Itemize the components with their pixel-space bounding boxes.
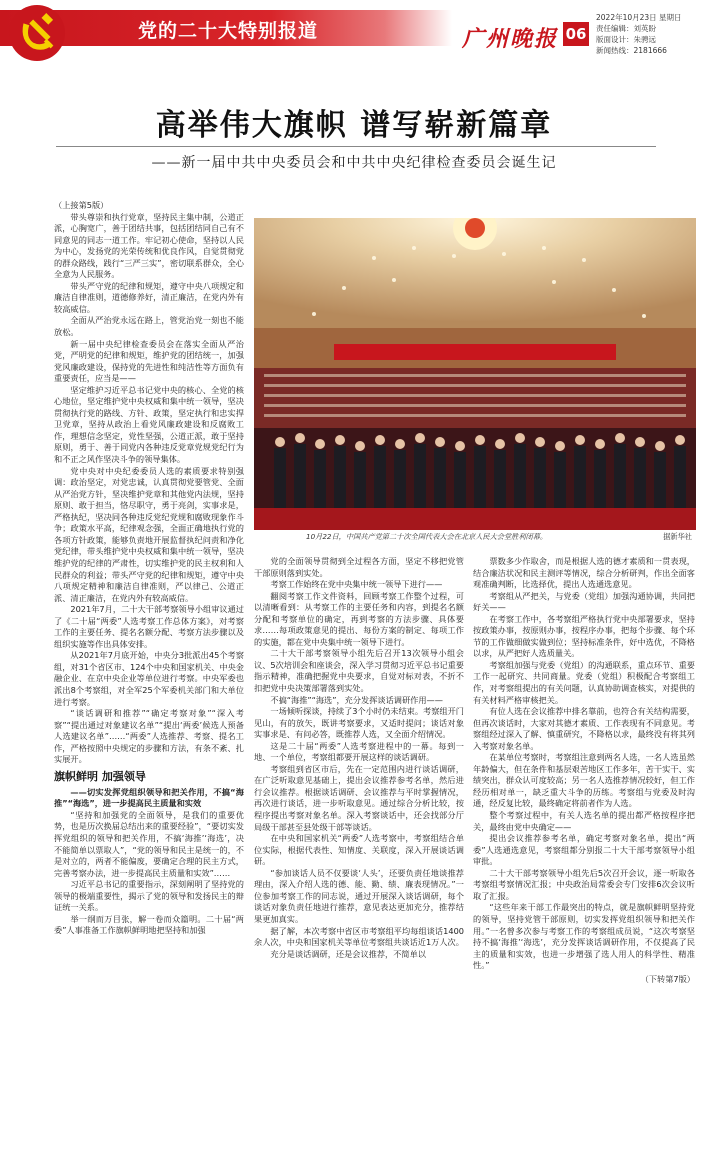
- paragraph: 二十大干部考察领导小组先后召开13次领导小组会议、5次培训会和座谈会，深入学习贯彻习近平总书记重要指示精神，准确把握党中央要求，自觉对标对表，不折不扣把党中央决策部署落到实处。: [254, 648, 464, 694]
- paragraph: 考察组从严把关，与党委（党组）加强沟通协调，共同把好关——: [473, 590, 695, 613]
- title-divider: [56, 146, 656, 147]
- paragraph: 带头尊崇和执行党章，坚持民主集中制，公道正派，心胸宽广，善于团结共事，包括团结同自己有不同意见的同志一道工作。牢记初心使命，坚持以人民为中心，发扬党的光荣传统和优良作风，自觉贯彻党的群众路线，践行“三严三实”，密切联系群众，全心全意为人民服务。: [54, 211, 244, 280]
- paragraph: 在考察工作中，各考察组严格执行党中央部署要求，坚持按政策办事，按原则办事，按程序办事，把每个步骤、每个环节的工作做细做实做到位；坚持标准条件，好中选优，不降格以求，从严把好人选质量关。: [473, 613, 695, 659]
- paragraph: 一场倾听探谈，持续了3个小时仍未结束。考察组开门见山，有的放矢，既讲考察要求，又适时提问；谈话对象实事求是、有问必答，既推荐人选，又全面介绍情况。: [254, 706, 464, 740]
- column-3: [473, 556, 695, 1158]
- paragraph: 提出会议推荐参考名单，确定考察对象名单，提出“两委”人选通选意见，考察组都分别报二十大干部考察领导小组审批。: [473, 833, 695, 867]
- newspaper-logo: 广州晚报: [462, 26, 559, 52]
- caption-text: 10月22日，中国共产党第二十次全国代表大会在北京人民大会堂胜利闭幕。: [306, 532, 548, 541]
- paragraph: 二十大干部考察领导小组先后5次召开会议，逐一听取各考察组考察情况汇报；中央政治局常委会专门安排6次会议听取了汇报。: [473, 867, 695, 901]
- paragraph: “坚持和加强党的全面领导，是我们的重要优势，也是历次换届总结出来的重要经验”，“要切实发挥党组织的领导和把关作用，不搞‘海推’‘海选’，决不能简单以票取人”，“党的领导和民主是统一的，不是对立的，两者不能偏废，要确定合理的民主方式，完善考察办法，进一步提高民主质量和实效”……: [54, 809, 244, 878]
- column-2: [254, 556, 464, 1158]
- date-line: 2022年10月23日 星期日: [596, 13, 682, 22]
- paragraph: 有位人选在会议推荐中排名靠前，也符合有关结构需要，但再次谈话时，大家对其德才素质、工作表现有不同意见。考察组经过深入了解、慎重研究，不降格以求，最终没有将其列入考察对象名单。: [473, 706, 695, 751]
- paragraph: 在某单位考察时，考察组注意到两名人选，一名人选虽然年龄偏大，但在条件和基层艰苦地区工作多年，苦干实干、实绩突出，群众认可度较高；另一名人选推荐情况较好，但工作经历相对单一，缺乏重大斗争的历练。考察组与党委及时沟通，经反复比较，最终确定将前者作为人选。: [473, 752, 695, 809]
- paragraph: 带头严守党的纪律和规矩，遵守中央八项规定和廉洁自律准则，道德修养好，清正廉洁，在党内外有较高威信。: [54, 280, 244, 314]
- section-subheading: 旗帜鲜明 加强领导: [54, 769, 146, 783]
- paragraph: 习近平总书记的重要指示，深刻阐明了坚持党的领导的极端重要性，揭示了党的领导和发扬民主的辩证统一关系。: [54, 879, 244, 913]
- column-1: [54, 200, 244, 1158]
- paragraph: 不搞“海推”“海选”，充分发挥谈话调研作用——: [270, 694, 443, 705]
- page-header: [0, 0, 708, 68]
- great-hall-photo: [254, 218, 696, 530]
- paragraph: 全面从严治党永远在路上，管党治党一刻也不能放松。: [54, 315, 244, 338]
- designer-line: 版面设计：朱骋远: [596, 35, 656, 44]
- paragraph: 充分是谈话调研，还是会议推荐，不简单以: [270, 948, 426, 959]
- paragraph: 党的全面领导贯彻到全过程各方面，坚定不移把党管干部原则落到实处。: [254, 556, 464, 578]
- hotline-line: 新闻热线：2181666: [596, 46, 667, 55]
- paragraph: 新一届中央纪律检查委员会在落实全面从严治党，严明党的纪律和规矩，维护党的团结统一，加强党风廉政建设，保持党的先进性和纯洁性等方面负有重要责任，应当是——: [54, 338, 244, 384]
- photo-credit: 据新华社: [663, 532, 692, 541]
- page-number: 06: [563, 22, 589, 46]
- continuation-note: （上接第5版）: [54, 200, 109, 210]
- paragraph: 举一纲而万目张，解一卷而众篇明。二十届“两委”人事准备工作旗帜鲜明地把坚持和加强: [54, 913, 244, 936]
- section-title: 党的二十大特别报道: [138, 20, 319, 42]
- section-lead: ——切实发挥党组织领导和把关作用，不搞“海推”“海选”，进一步提高民主质量和实效: [54, 786, 244, 809]
- paragraph: 整个考察过程中，有关人选名单的提出都严格按程序把关，最终由党中央确定——: [473, 810, 695, 832]
- paragraph: 考察工作始终在党中央集中统一领导下进行——: [270, 579, 443, 590]
- headline: 高举伟大旗帜 谱写崭新篇章: [155, 108, 553, 143]
- edition-meta: [596, 12, 682, 56]
- paragraph: 从2021年7月底开始，中央分3批派出45个考察组，对31个省区市、124个中央和国家机关、中央金融企业、在京中央企业等单位进行考察。中央军委也派出8个考察组，对全军25个军委机关部门和大单位进行考察。: [54, 650, 244, 707]
- paragraph: 考察组加强与党委（党组）的沟通联系，重点环节、重要工作一起研究、共同商量。党委（党组）积极配合考察组工作，对考察组提出的有关问题，认真协助调查核实，对提供的有关材料严格审核把关。: [473, 659, 695, 705]
- subheadline: ——新一届中共中央委员会和中共中央纪律检查委员会诞生记: [151, 155, 557, 171]
- paragraph: 2021年7月，二十大干部考察领导小组审议通过了《二十届“两委”人选考察工作总体方案》，对考察工作的主要任务、提名名额分配、考察方法步骤以及组织实施等作出具体安排。: [54, 604, 244, 649]
- photo-illustration: [254, 218, 696, 530]
- paragraph: 据了解，本次考察中省区市考察组平均每组谈话1400余人次，中央和国家机关等单位考察组共谈话近1万人次。: [254, 925, 464, 948]
- photo-caption: [254, 532, 696, 546]
- paragraph: 考察组到省区市后，先在一定范围内进行谈话调研，在广泛听取意见基础上，提出会议推荐参考名单，然后进行会议推荐。根据谈话调研、会议推荐与平时掌握情况，再次进行谈话，进一步听取意见。通过综合分析比较，按程序提出考察对象名单。深入考察谈话中，还会找部分厅局级干部甚至县处级干部等谈话。: [254, 763, 464, 832]
- paragraph: 这是二十届“两委”人选考察进程中的一幕。每到一地、一个单位，考察组都要开展这样的谈话调研。: [254, 740, 464, 763]
- paragraph: “参加谈话人员不仅要谈‘人头’，还要负责任地谈推荐理由，深入介绍人选的德、能、勤、绩、廉表现情况。”一位参加考察工作的同志说，通过开展深入谈话调研，每个谈话对象负责任地进行推荐，意见表达更加充分，推荐结果更加真实。: [254, 867, 464, 924]
- paragraph: “谈话调研和推荐”“确定考察对象”“深入考察”“提出通过对象建议名单”“提出‘两委’候选人预备人选建议名单”……“两委”人选推荐、考察、提名工作，严格按照中央规定的步骤和方法，有条不紊、扎实展开。: [54, 708, 244, 765]
- paragraph: 在中央和国家机关“两委”人选考察中，考察组结合单位实际，根据代表性、知情度、关联度，深入开展谈话调研。: [254, 833, 464, 867]
- continued-note: （下转第7版）: [640, 973, 695, 984]
- paragraph: “这些年来干部工作最突出的特点，就是旗帜鲜明坚持党的领导，坚持党管干部原则，切实发挥党组织领导和把关作用。”一名曾多次参与考察工作的考察组成员说，“这次考察坚持不搞‘海推’‘海选’，充分发挥谈话调研作用，不仅提高了民主的质量和实效，也进一步增强了选人用人的科学性、精准性。”: [473, 902, 695, 971]
- paragraph: 坚定维护习近平总书记党中央的核心、全党的核心地位，坚定维护党中央权威和集中统一领导，坚决贯彻执行党的路线、方针、政策，坚定执行和忠实捍卫党章，坚持从政治上看党风廉政建设和反腐败工作，理想信念坚定，党性坚强，公道正派，敢于坚持原则，勇于、善于同党内各种违反党章党规党纪行为和不正之风作坚决斗争的领导集体。: [54, 384, 244, 465]
- editor-line: 责任编辑：刘英盼: [596, 24, 656, 33]
- paragraph: 党中央对中央纪委委员人选的素质要求特别强调：政治坚定，对党忠诚，认真贯彻党要管党、全面从严治党方针，坚决维护党章和其他党内法规，坚持原则、敢于担当，恪尽职守，勇于亮剑，实事求是，严格执纪，坚决同各种违反党纪党规和腐败现象作斗争；政策水平高，纪律观念强，全面正确地执行党的各项方针政策，能够负责地开展监督执纪问责和净化党纪律，带头维护党中央权威和集中统一领导，坚决维护党的纪律的严肃性，切实维护党的民主权利和人民群众的利益；带头严守党的纪律和规矩，遵守中央八项规定精神和廉洁自律准则，严以律己、公道正派、清正廉洁，在党内外有较高威信。: [54, 465, 244, 603]
- party-emblem-icon: [8, 4, 66, 62]
- paragraph: 翻阅考察工作文件资料，回顾考察工作整个过程，可以清晰看到：从考察工作的主要任务和内容，到提名名额分配和考察单位的确定，再到考察的方法步骤、具体要求……每项政策意见的提出、每份方案的制定、每项工作的实施，都在党中央集中统一领导下进行。: [254, 590, 464, 647]
- paragraph: 票数多少作取舍，而是根据人选的德才素质和一贯表现，结合廉洁状况和民主测评等情况，综合分析研判，作出全面客观准确判断，比选择优，提出人选通选意见。: [473, 556, 695, 590]
